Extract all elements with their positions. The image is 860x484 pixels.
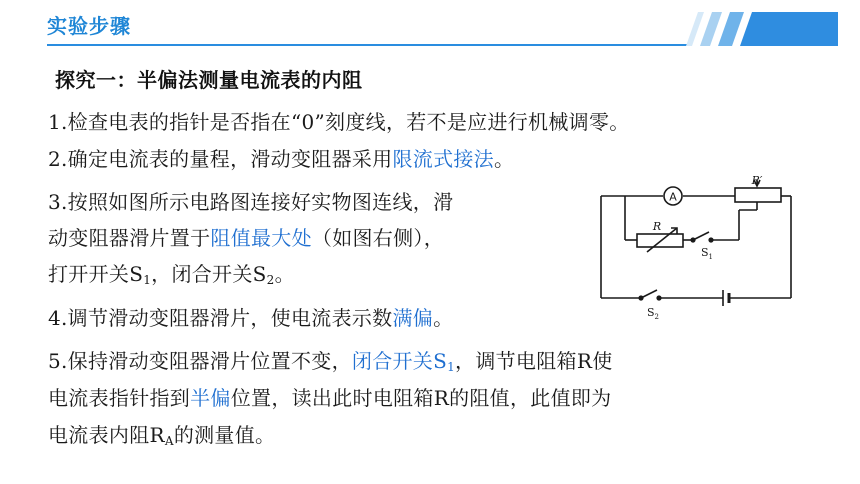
step-3-text-2b: （如图右侧）， xyxy=(311,226,445,250)
header-divider xyxy=(47,44,687,46)
switch-2-letter: S xyxy=(647,306,655,319)
step-5-text-2b: 位置，读出此时电阻箱R的阻值，此值即为 xyxy=(230,386,612,410)
step-5-text-2a: 电流表指针指到 xyxy=(48,386,191,410)
step-5-sub-1: 1 xyxy=(447,360,456,374)
switch-1-label xyxy=(701,246,713,261)
step-5-highlight-2: 半偏 xyxy=(190,386,231,410)
step-3-line-3 xyxy=(48,258,295,287)
resistor-box-label: R xyxy=(652,220,662,233)
step-3-text-3c: 。 xyxy=(274,262,295,286)
step-1 xyxy=(48,106,630,135)
step-5-text-1a: 5.保持滑动变阻器滑片位置不变， xyxy=(48,349,352,373)
circuit-diagram xyxy=(597,172,797,324)
switch-1-sub: 1 xyxy=(708,253,714,261)
switch-2-label xyxy=(647,306,659,321)
step-3-sub-2: 2 xyxy=(266,273,275,287)
step-3-line-2 xyxy=(48,222,444,251)
step-3-highlight: 阻值最大处 xyxy=(210,226,312,250)
step-3-text-3b: ，闭合开关S xyxy=(151,262,267,286)
experiment-heading: 探究一：半偏法测量电流表的内阻 xyxy=(55,68,363,92)
step-5-text-1b: ，调节电阻箱R使 xyxy=(455,349,613,373)
rheostat-label: R′ xyxy=(751,174,763,187)
step-3-text-2: 动变阻器滑片置于 xyxy=(48,226,211,250)
step-3-sub-1: 1 xyxy=(143,273,152,287)
step-4-end: 。 xyxy=(433,306,454,330)
step-3-text-3a: 打开开关S xyxy=(48,262,144,286)
step-5-text-3b: 的测量值。 xyxy=(173,423,276,447)
step-4 xyxy=(48,302,453,331)
step-2-text: 2.确定电流表的量程，滑动变阻器采用 xyxy=(48,147,393,171)
step-4-text: 4.调节滑动变阻器滑片，使电流表示数 xyxy=(48,306,393,330)
section-title: 实验步骤 xyxy=(47,14,131,38)
step-2 xyxy=(48,143,514,172)
step-5-text-3a: 电流表内阻R xyxy=(48,423,165,447)
step-3-text-1: 3.按照如图所示电路图连接好实物图连线，滑 xyxy=(48,190,454,214)
step-3-line-1 xyxy=(48,186,453,215)
ammeter-label: A xyxy=(669,190,677,204)
step-5-line-3 xyxy=(48,419,275,448)
step-5-highlight-1 xyxy=(352,349,455,373)
step-1-text: 1.检查电表的指针是否指在“0”刻度线，若不是应进行机械调零。 xyxy=(48,110,630,134)
step-5-sub-a: A xyxy=(164,434,174,448)
step-5-line-1 xyxy=(48,345,613,374)
step-2-end: 。 xyxy=(493,147,515,171)
step-5-highlight-text: 闭合开关S xyxy=(351,349,448,373)
switch-1-letter: S xyxy=(701,246,709,259)
switch-2-sub: 2 xyxy=(654,313,660,321)
header-stripes-decoration xyxy=(678,12,838,46)
step-4-highlight: 满偏 xyxy=(392,306,434,330)
step-5-line-2 xyxy=(48,382,611,411)
step-2-highlight: 限流式接法 xyxy=(392,147,494,171)
